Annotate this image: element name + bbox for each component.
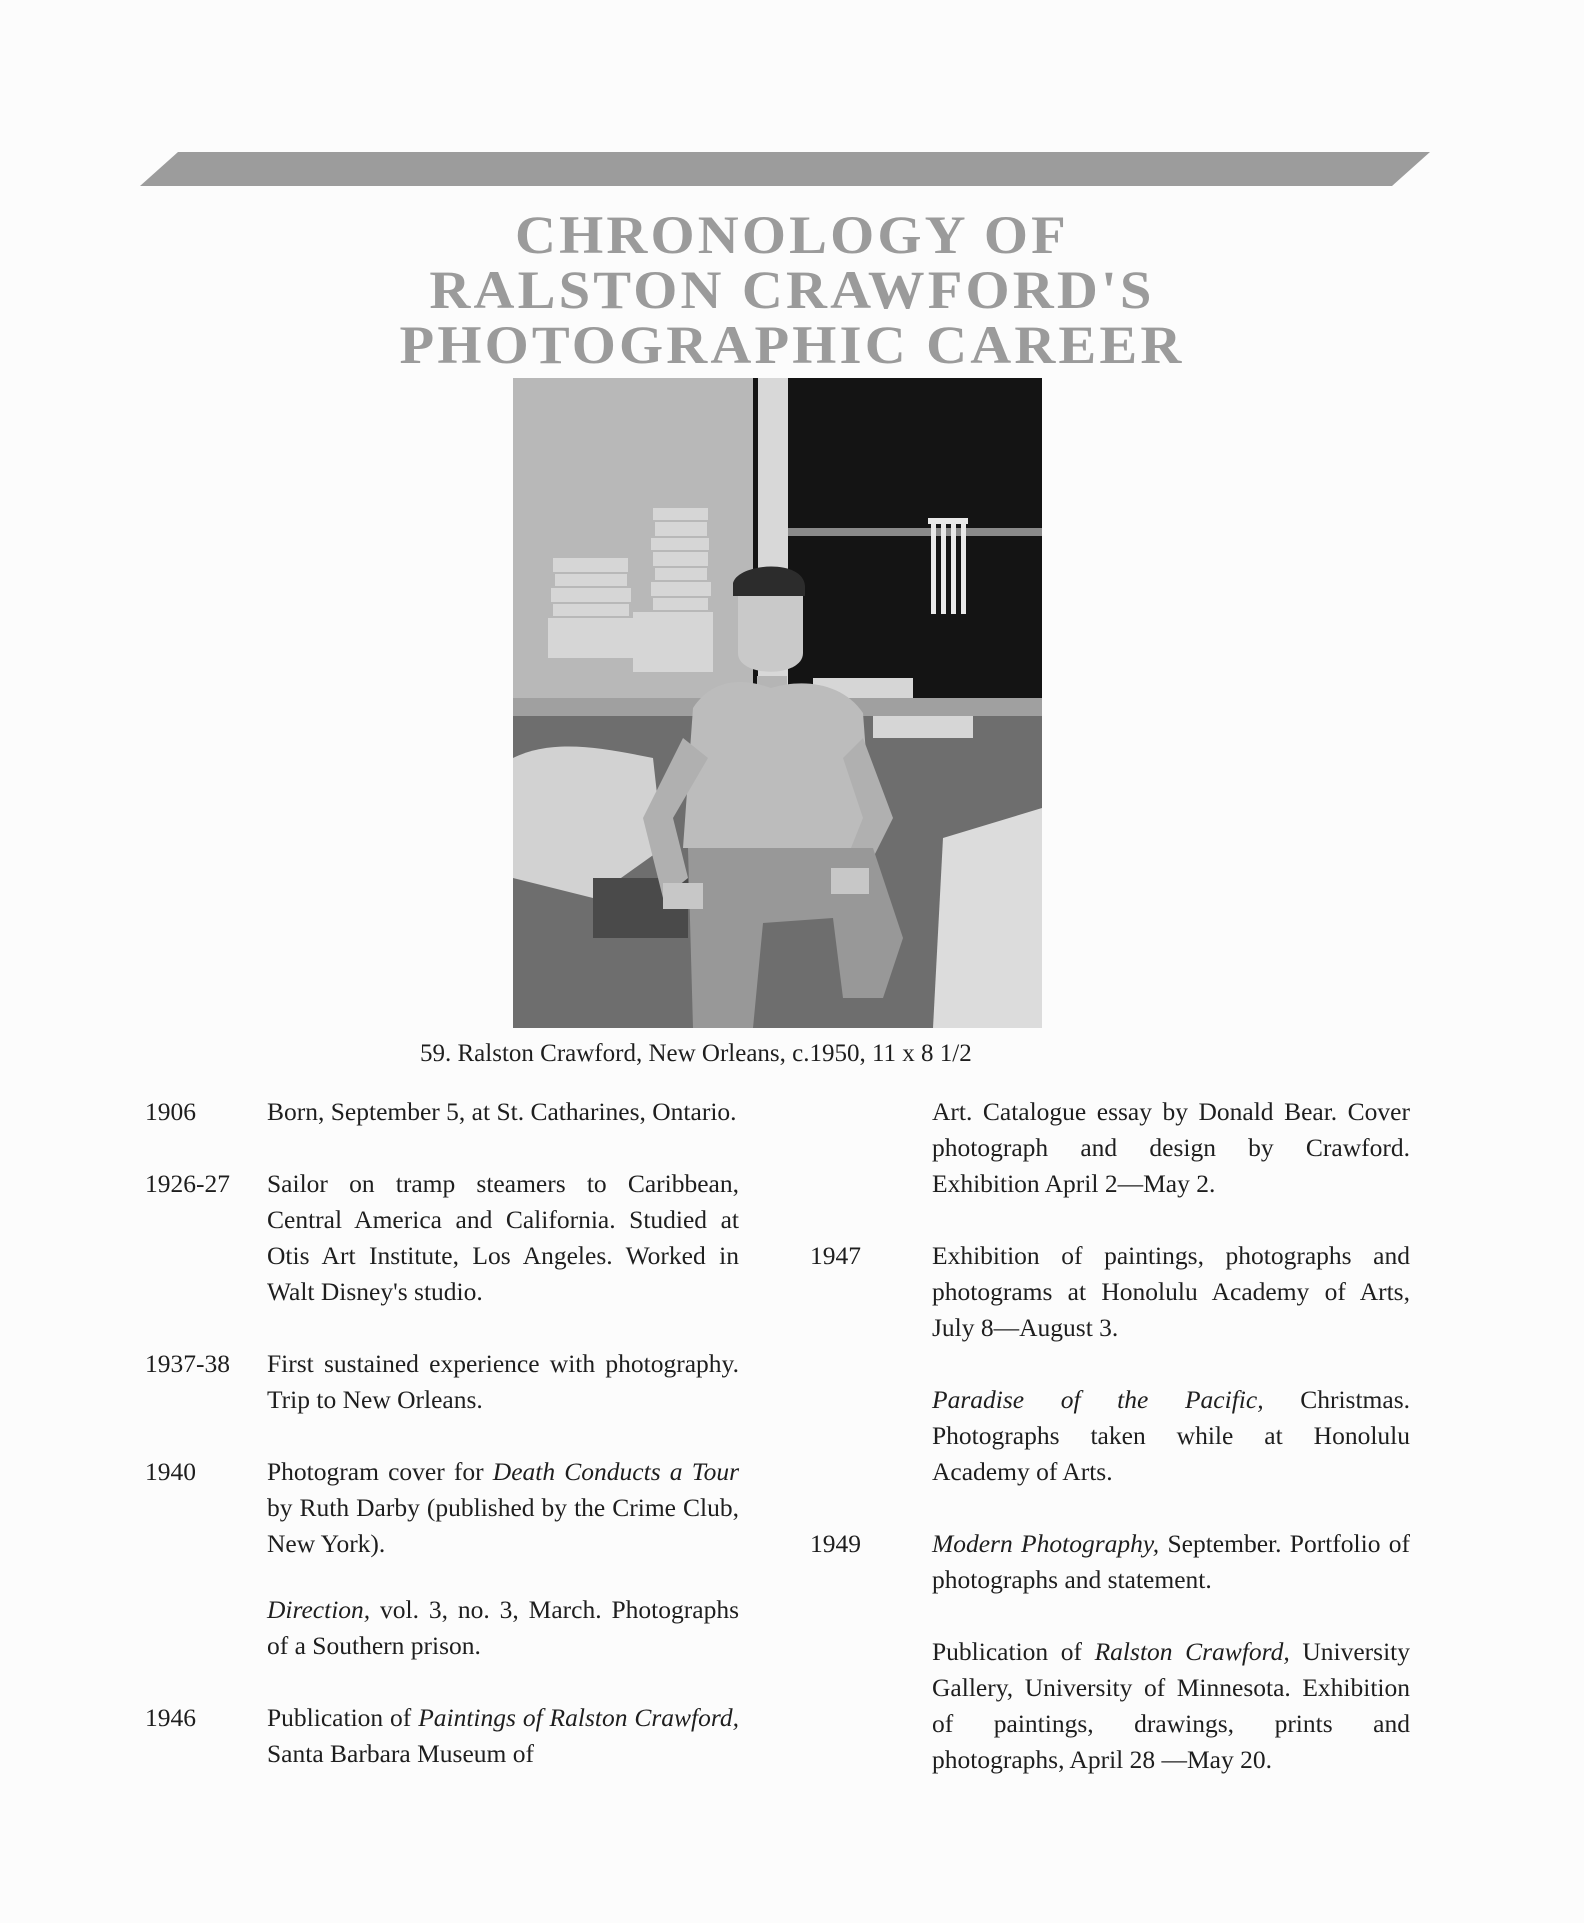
entry-text xyxy=(932,1526,1410,1598)
chronology-entry xyxy=(145,1592,745,1664)
entry-year xyxy=(810,1634,932,1778)
chronology-entry xyxy=(145,1454,745,1562)
entry-text-pre: Publication of xyxy=(267,1703,419,1732)
chronology-right-column xyxy=(810,1094,1410,1778)
entry-text-pre: Photogram cover for xyxy=(267,1457,493,1486)
entry-year: 1949 xyxy=(810,1529,861,1558)
entry-text-post: Santa Barbara Museum of xyxy=(267,1739,534,1768)
entry-text-italic: Ralston Crawford, xyxy=(1094,1637,1290,1666)
chronology-entry xyxy=(810,1238,1410,1346)
chronology-entry xyxy=(810,1094,1410,1202)
entry-text xyxy=(932,1382,1410,1490)
entry-text: Art. Catalogue essay by Donald Bear. Cover photograph and design by Crawford. Exhibition April 2—May 2. xyxy=(932,1097,1410,1198)
entry-text-pre: Publication of xyxy=(932,1637,1095,1666)
chronology-entry xyxy=(810,1526,1410,1598)
entry-text-italic: Paintings of Ralston Crawford, xyxy=(418,1703,739,1732)
entry-text: Exhibition of paintings, photographs and photograms at Honolulu Academy of Arts, July 8—August 3. xyxy=(932,1241,1410,1342)
page-title xyxy=(0,205,1584,375)
chronology-entry xyxy=(145,1166,745,1310)
entry-text-post: September. Portfolio of photographs and statement. xyxy=(932,1529,1410,1594)
entry-year xyxy=(810,1094,932,1202)
entry-year xyxy=(810,1382,932,1490)
header-banner xyxy=(140,152,1430,186)
entry-year: 1940 xyxy=(145,1457,196,1486)
entry-text-italic: Death Conducts a Tour xyxy=(492,1457,739,1486)
entry-text-post: University Gallery, University of Minnesota. Exhibition of paintings, drawings, prints and photographs, April 28 —May 20. xyxy=(932,1637,1411,1774)
entry-text xyxy=(267,1592,739,1664)
entry-year: 1946 xyxy=(145,1703,196,1732)
entry-text-post: by Ruth Darby (published by the Crime Club, New York). xyxy=(267,1493,739,1558)
title-line-3: PHOTOGRAPHIC CAREER xyxy=(399,315,1185,375)
entry-text-post: Christmas. Photographs taken while at Honolulu Academy of Arts. xyxy=(932,1385,1411,1486)
chronology-entry xyxy=(810,1634,1410,1778)
entry-text-italic: Modern Photography, xyxy=(932,1529,1160,1558)
entry-year xyxy=(145,1592,267,1664)
entry-year: 1906 xyxy=(145,1097,196,1126)
title-line-2: RALSTON CRAWFORD'S xyxy=(429,260,1155,320)
entry-text xyxy=(267,1700,739,1772)
entry-text xyxy=(932,1634,1410,1778)
chronology-left-column xyxy=(145,1094,745,1772)
chronology-entry xyxy=(145,1094,745,1130)
entry-text-italic: Paradise of the Pacific, xyxy=(932,1385,1264,1414)
entry-text xyxy=(267,1454,739,1562)
photo-caption: 59. Ralston Crawford, New Orleans, c.1950, 11 x 8 1/2 xyxy=(420,1040,972,1067)
entry-text: Sailor on tramp steamers to Caribbean, Central America and California. Studied at Otis Art Institute, Los Angeles. Worked in Walt Disney's studio. xyxy=(267,1169,739,1306)
chronology-entry xyxy=(810,1382,1410,1490)
entry-text: Born, September 5, at St. Catharines, Ontario. xyxy=(267,1097,737,1126)
chronology-entry xyxy=(145,1346,745,1418)
title-line-1: CHRONOLOGY OF xyxy=(515,205,1069,265)
entry-text-post: vol. 3, no. 3, March. Photographs of a Southern prison. xyxy=(267,1595,739,1660)
entry-year: 1937-38 xyxy=(145,1349,230,1378)
portrait-photo xyxy=(513,378,1042,1028)
chronology-entry xyxy=(145,1700,745,1772)
entry-year: 1947 xyxy=(810,1241,861,1270)
entry-text-italic: Direction, xyxy=(267,1595,371,1624)
entry-text: First sustained experience with photography. Trip to New Orleans. xyxy=(267,1349,739,1414)
entry-year: 1926-27 xyxy=(145,1169,230,1198)
